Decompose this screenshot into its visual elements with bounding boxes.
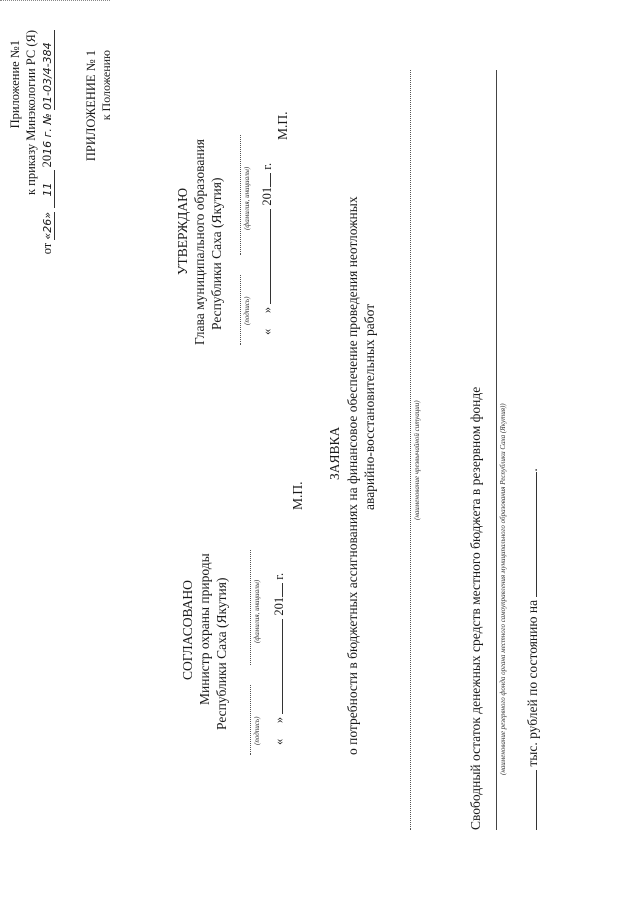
approve-title: УТВЕРЖДАЮ xyxy=(175,187,190,275)
approve-stamp: М.П. xyxy=(275,111,290,140)
agree-signature-line xyxy=(250,685,251,755)
agree-line2: Республики Саха (Якутия) xyxy=(214,577,229,730)
appendix-day: «26» xyxy=(41,212,54,240)
balance-date-row: тыс. рублей по состоянию на . xyxy=(525,468,541,830)
approve-caption-signature: (подпись) xyxy=(243,296,251,325)
agree-caption-name: (фамилия, инициалы) xyxy=(253,579,261,643)
approve-signature-line xyxy=(240,275,241,345)
emergency-caption: (наименование чрезвычайной ситуации) xyxy=(413,400,421,520)
thousand-text: тыс. рублей по состоянию на xyxy=(525,599,540,767)
approve-name-line xyxy=(240,135,241,255)
agree-date: « » 201 г. xyxy=(272,572,286,745)
appendix-number: 01-03/4-384 xyxy=(41,30,55,110)
request-line1: о потребности в бюджетных ассигнованиях на финансовое обеспечение проведения неотложных xyxy=(345,196,360,755)
balance-text: Свободный остаток денежных средств местного бюджета в резервном фонде xyxy=(468,386,483,830)
regulation-line2: к Положению xyxy=(99,50,113,121)
agree-line1: Министр охраны природы xyxy=(197,553,212,705)
regulation-line1: ПРИЛОЖЕНИЕ № 1 xyxy=(84,50,98,162)
approve-caption-name: (фамилия, инициалы) xyxy=(243,166,251,230)
fund-caption: (наименование резервного фонда органа местного самоуправления муниципального образования Республики Саха (Якутия)) xyxy=(499,403,507,775)
request-title: ЗАЯВКА xyxy=(327,426,342,480)
appendix-line3: от «26» 11 2016 г. № 01-03/4-384 xyxy=(40,30,55,254)
agree-stamp: М.П. xyxy=(290,481,305,510)
approve-date: « » 201 г. xyxy=(260,162,274,335)
emergency-line xyxy=(410,70,411,830)
approve-line1: Глава муниципального образования xyxy=(192,138,207,345)
appendix-line2: к приказу Минэкологии РС (Я) xyxy=(24,30,38,196)
appendix-month: 11 xyxy=(41,170,55,208)
request-line2: аварийно-восстановительных работ xyxy=(362,303,377,510)
approve-line2: Республики Саха (Якутия) xyxy=(209,177,224,330)
agree-title: СОГЛАСОВАНО xyxy=(180,580,195,680)
agree-name-line xyxy=(250,550,251,665)
appendix-line1: Приложение №1 xyxy=(8,40,22,129)
agree-caption-signature: (подпись) xyxy=(253,716,261,745)
fund-line xyxy=(496,70,497,830)
